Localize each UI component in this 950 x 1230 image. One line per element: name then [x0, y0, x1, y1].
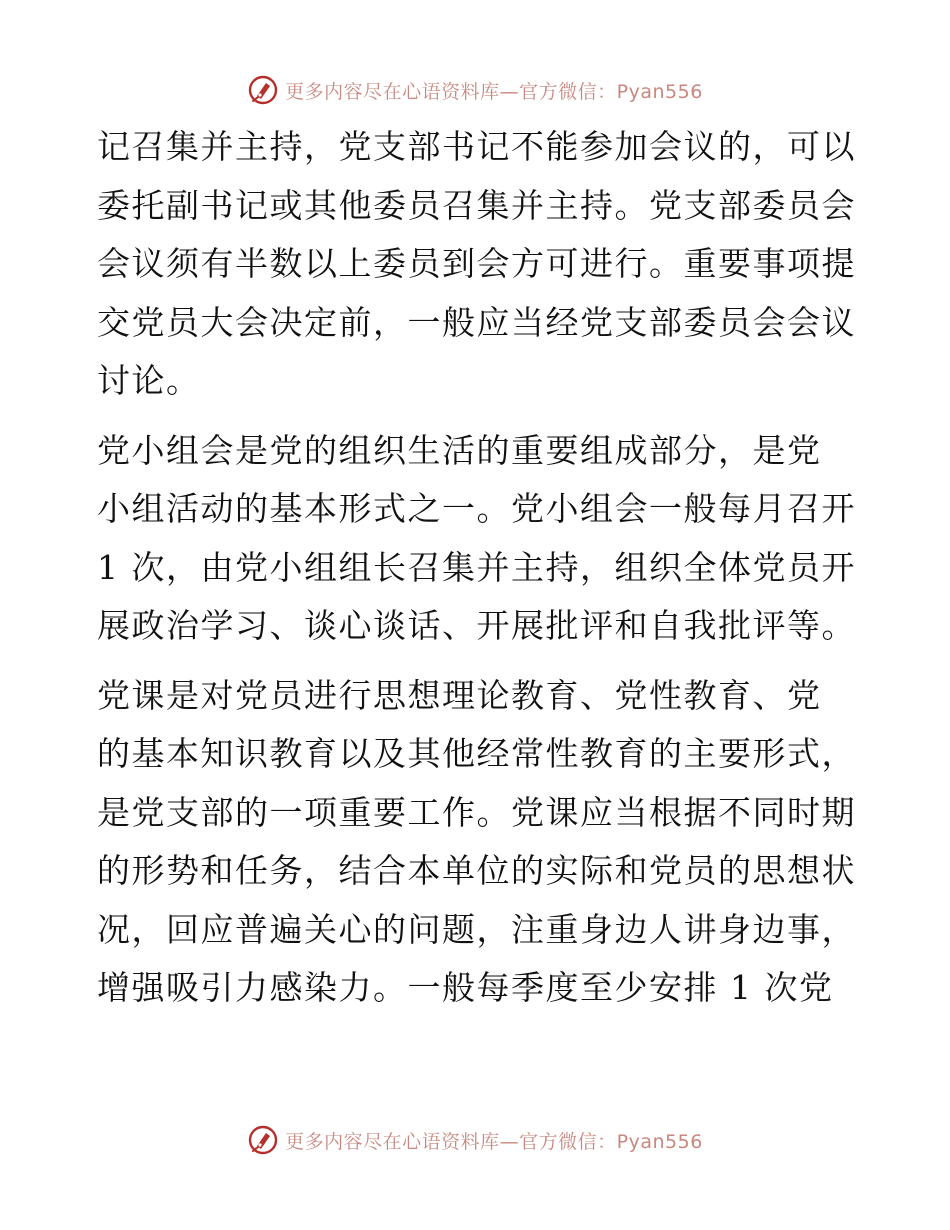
- paragraph: [97, 667, 857, 1018]
- text-line: 党课是对党员进行思想理论教育、党性教育、党: [97, 675, 822, 715]
- text-line: 增强吸引力感染力。一般每季度至少安排 1 次党: [97, 968, 834, 1007]
- text-line: 1 次，由党小组组长召集并主持，组织全体党员开: [97, 547, 856, 587]
- text-line: 的形势和任务，结合本单位的实际和党员的思想状: [97, 851, 856, 890]
- text-line: 党小组会是党的组织生活的重要组成部分，是党: [97, 430, 822, 470]
- text-line: 的基本知识教育以及其他经常性教育的主要形式，: [97, 734, 856, 773]
- text-line: 小组活动的基本形式之一。党小组会一般每月召开: [97, 489, 856, 528]
- header-watermark: [0, 70, 950, 110]
- text-line: 记召集并主持，党支部书记不能参加会议的，可以: [97, 127, 856, 166]
- footer-watermark-text: 更多内容尽在心语资料库—官方微信：Pyan556: [285, 1130, 703, 1153]
- footer-watermark: [0, 1120, 950, 1160]
- pen-nib-logo-icon: [247, 1124, 279, 1156]
- paragraph: [97, 118, 857, 411]
- text-line: 交党员大会决定前，一般应当经党支部委员会会议: [97, 302, 856, 342]
- text-line: 委托副书记或其他委员召集并主持。党支部委员会: [97, 185, 856, 225]
- paragraph: [97, 422, 857, 656]
- text-line: 是党支部的一项重要工作。党课应当根据不同时期: [97, 792, 856, 832]
- text-line: 况，回应普遍关心的问题，注重身边人讲身边事，: [97, 909, 856, 949]
- text-line: 会议须有半数以上委员到会方可进行。重要事项提: [97, 244, 856, 283]
- document-body: [97, 118, 857, 1018]
- header-watermark-text: 更多内容尽在心语资料库—官方微信：Pyan556: [285, 80, 703, 103]
- text-line: 讨论。: [97, 361, 201, 400]
- pen-nib-logo-icon: [247, 74, 279, 106]
- text-line: 展政治学习、谈心谈话、开展批评和自我批评等。: [97, 606, 856, 645]
